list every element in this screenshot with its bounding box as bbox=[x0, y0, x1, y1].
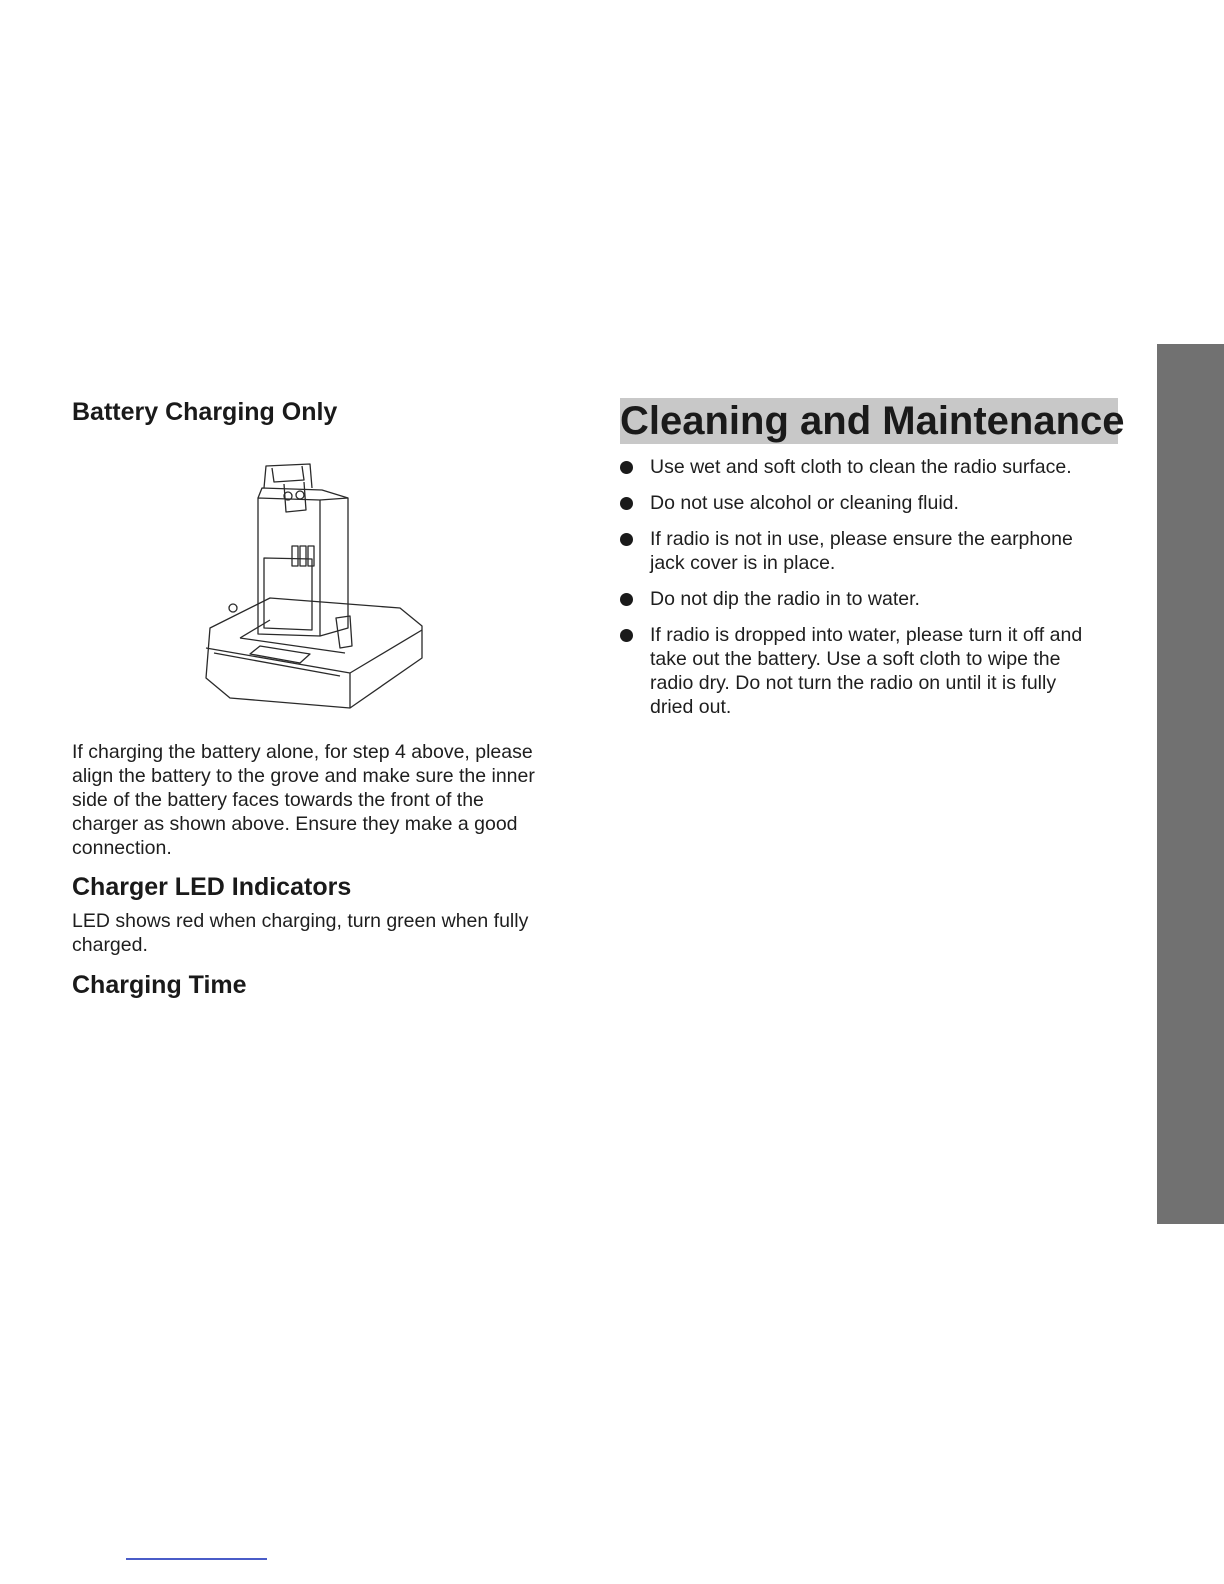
battery-paragraph-line: align the battery to the grove and make sure the inner bbox=[72, 765, 535, 787]
battery-paragraph bbox=[72, 740, 572, 860]
charger-illustration bbox=[200, 458, 430, 718]
bullet-icon bbox=[620, 533, 633, 546]
battery-charging-heading: Battery Charging Only bbox=[72, 398, 338, 426]
battery-paragraph-line: If charging the battery alone, for step 4 above, please bbox=[72, 741, 533, 763]
bullet-icon bbox=[620, 497, 633, 510]
charging-time-heading: Charging Time bbox=[72, 971, 247, 999]
list-item: Use wet and soft cloth to clean the radio surface. bbox=[620, 455, 1120, 479]
list-item: Do not use alcohol or cleaning fluid. bbox=[620, 491, 1120, 515]
bullet-icon bbox=[620, 461, 633, 474]
led-paragraph-line: charged. bbox=[72, 934, 148, 956]
right-column bbox=[620, 398, 1125, 719]
bullet-icon bbox=[620, 629, 633, 642]
list-item: If radio is dropped into water, please turn it off and take out the battery. Use a soft cloth to wipe the radio dry. Do not turn the radio on until it is fully dried out. bbox=[620, 623, 1120, 719]
battery-paragraph-line: connection. bbox=[72, 837, 172, 859]
left-column bbox=[72, 396, 572, 428]
led-paragraph-line: LED shows red when charging, turn green when fully bbox=[72, 910, 529, 932]
battery-paragraph-line: side of the battery faces towards the front of the bbox=[72, 789, 484, 811]
led-paragraph bbox=[72, 909, 572, 957]
list-item: If radio is not in use, please ensure the earphone jack cover is in place. bbox=[620, 527, 1120, 575]
maintenance-list bbox=[620, 455, 1120, 719]
section-title: Cleaning and Maintenance bbox=[620, 399, 1125, 443]
footer-rule bbox=[126, 1558, 267, 1560]
battery-paragraph-line: charger as shown above. Ensure they make a good bbox=[72, 813, 518, 835]
led-indicators-heading: Charger LED Indicators bbox=[72, 873, 352, 901]
side-tab bbox=[1157, 344, 1224, 1224]
bullet-icon bbox=[620, 593, 633, 606]
list-item: Do not dip the radio in to water. bbox=[620, 587, 1120, 611]
